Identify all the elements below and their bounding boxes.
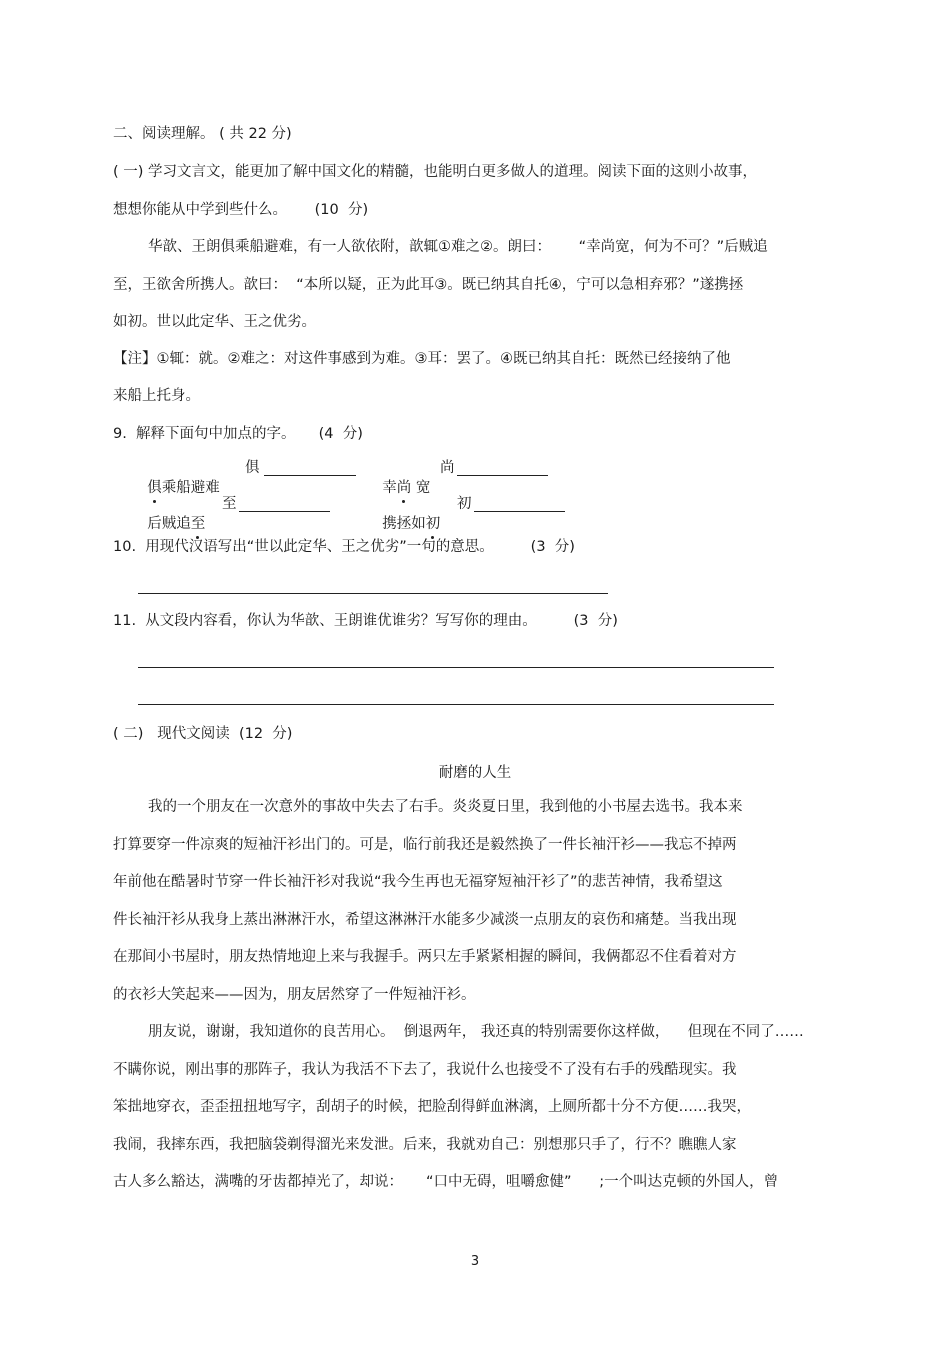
q9-item2-dotted: 尚 xyxy=(396,480,412,496)
q9-item4-dotted: 初 xyxy=(425,516,441,532)
q9-item3-key: 至 xyxy=(222,496,237,512)
article-title: 耐磨的人生 xyxy=(438,765,512,781)
q11-answer-line-2[interactable] xyxy=(138,704,774,705)
article-line: 我的一个朋友在一次意外的事故中失去了右手。炎炎夏日里，我到他的小书屋去选书。我本来 xyxy=(148,799,743,815)
q9-item1-rest: 乘船避难 xyxy=(161,480,220,496)
passage-line2: 至，王欲舍所携人。歆曰： “本所以疑，正为此耳③。既已纳其自托④，宁可以急相弃邪？”遂携拯 xyxy=(113,277,744,293)
article-line: 的衣衫大笑起来——因为，朋友居然穿了一件短袖汗衫。 xyxy=(113,987,476,1003)
q9-row1-item2 xyxy=(373,458,430,498)
passage-line3: 如初。世以此定华、王之优劣。 xyxy=(113,314,316,330)
q9-item1-dotted: 俱 xyxy=(147,480,162,496)
article-line: 笨拙地穿衣，歪歪扭扭地写字，刮胡子的时候，把脸刮得鲜血淋漓，上厕所都十分不方便……我哭， xyxy=(113,1099,751,1115)
article-line: 朋友说，谢谢，我知道你的良苦用心。 倒退两年， 我还真的特别需要你这样做， 但现在不同了…… xyxy=(148,1024,804,1040)
part1-intro-line2: 想想你能从中学到些什么。 (10 分) xyxy=(113,202,369,218)
q10-answer-line[interactable] xyxy=(138,593,608,594)
question-11: 11. 从文段内容看，你认为华歆、王朗谁优谁劣？写写你的理由。 (3 分) xyxy=(113,613,618,629)
q9-answer-blank-3[interactable] xyxy=(239,497,330,512)
article-line: 打算要穿一件凉爽的短袖汗衫出门的。可是，临行前我还是毅然换了一件长袖汗衫——我忘不掉两 xyxy=(113,837,737,853)
q9-item3-pre: 后贼追 xyxy=(147,516,191,532)
q9-answer-blank-2[interactable] xyxy=(457,461,548,476)
note-line1: 【注】①辄：就。②难之：对这件事感到为难。③耳：罢了。④既已纳其自托：既然已经接纳了他 xyxy=(113,351,731,367)
q9-item3-dotted: 至 xyxy=(190,516,206,532)
q9-row2 xyxy=(138,494,205,534)
question-9: 9. 解释下面句中加点的字。 (4 分) xyxy=(113,426,363,442)
q9-item4-key: 初 xyxy=(457,496,472,512)
q9-row2-item4 xyxy=(373,494,440,534)
article-line: 在那间小书屋时，朋友热情地迎上来与我握手。两只左手紧紧相握的瞬间，我俩都忍不住看着对方 xyxy=(113,949,737,965)
article-line: 不瞒你说，刚出事的那阵子，我认为我活不下去了，我说什么也接受不了没有右手的残酷现实。我 xyxy=(113,1062,737,1078)
q9-item2-key: 尚 xyxy=(440,460,455,476)
q9-item4-pre: 携拯如 xyxy=(382,516,426,532)
q11-answer-line-1[interactable] xyxy=(138,667,774,668)
q9-row1 xyxy=(138,458,220,498)
note-line2: 来船上托身。 xyxy=(113,388,200,404)
article-line: 年前他在酷暑时节穿一件长袖汗衫对我说“我今生再也无福穿短袖汗衫了”的悲苦神情，我希望这 xyxy=(113,874,723,890)
article-line: 件长袖汗衫从我身上蒸出淋淋汗水，希望这淋淋汗水能多少减淡一点朋友的哀伤和痛楚。当我出现 xyxy=(113,912,737,928)
section-heading: 二、阅读理解。 ( 共 22 分) xyxy=(113,126,292,142)
part2-heading: ( 二) 现代文阅读 (12 分) xyxy=(113,726,293,742)
passage-line1: 华歆、王朗俱乘船避难，有一人欲依附，歆辄①难之②。朗曰： “幸尚宽，何为不可？”后贼追 xyxy=(148,239,768,255)
question-10: 10. 用现代汉语写出“世以此定华、王之优劣”一句的意思。 (3 分) xyxy=(113,539,575,555)
q9-answer-blank-1[interactable] xyxy=(264,461,356,476)
q9-item2-post: 宽 xyxy=(411,480,431,496)
part1-intro-line1: ( 一) 学习文言文，能更加了解中国文化的精髓，也能明白更多做人的道理。阅读下面的这则小故事， xyxy=(113,164,758,180)
q9-answer-blank-4[interactable] xyxy=(474,497,565,512)
article-line: 我闹，我摔东西，我把脑袋剃得溜光来发泄。后来，我就劝自己：别想那只手了，行不？瞧瞧人家 xyxy=(113,1137,737,1153)
article-line: 古人多么豁达，满嘴的牙齿都掉光了，却说： “口中无碍，咀嚼愈健” ;一个叫达克顿的外国人，曾 xyxy=(113,1174,779,1190)
page-number: 3 xyxy=(470,1254,480,1269)
q9-item2-pre: 幸 xyxy=(382,480,397,496)
q9-item1-key: 俱 xyxy=(245,460,260,476)
